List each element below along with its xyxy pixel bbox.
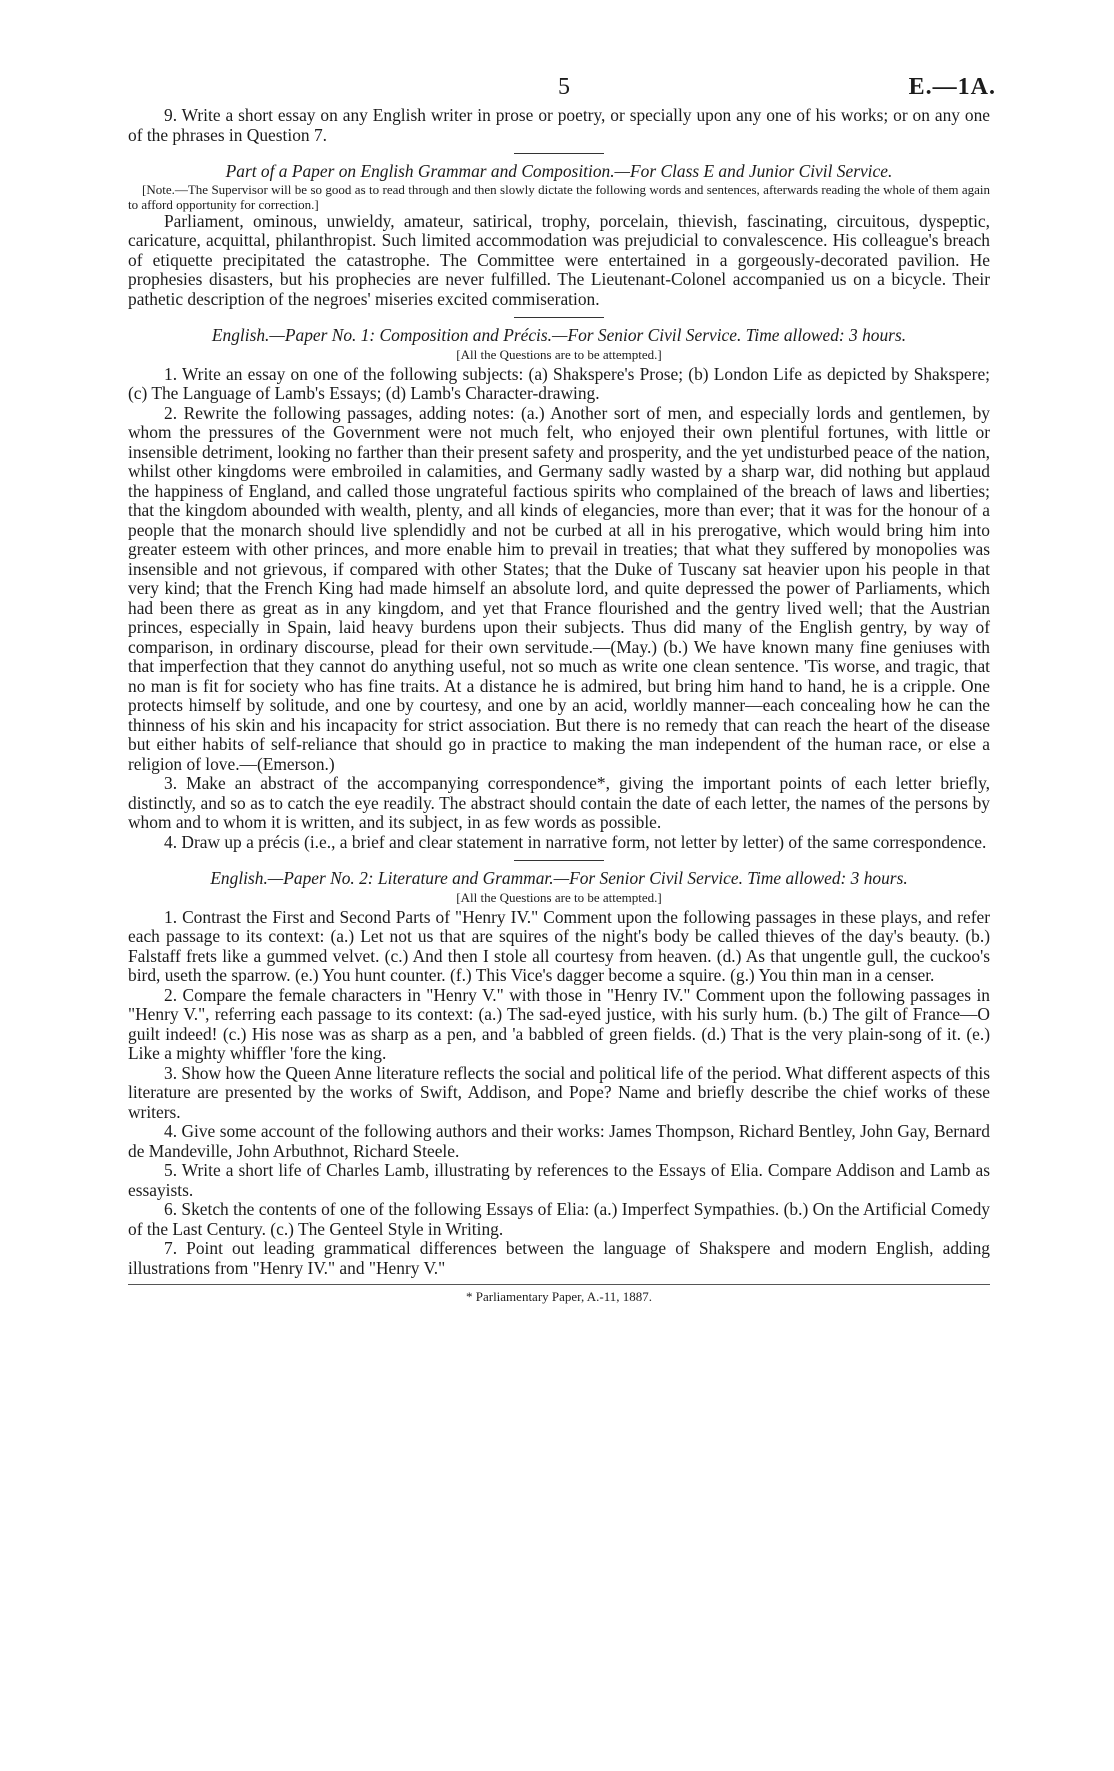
question-item: 1. Write an essay on one of the following subjects: (a) Shakspere's Prose; (b) London Life as depicted by Shakspere; (c) The Language of Lamb's Essays; (d) Lamb's Character-drawing. [128, 363, 990, 403]
page-number: 5 [558, 74, 570, 100]
document-page [128, 66, 996, 1305]
question-item: 3. Make an abstract of the accompanying correspondence*, giving the important points of each letter briefly, distinctly, and so as to catch the eye readily. The abstract should contain the date of each letter, the names of the persons by whom and to whom it is written, and its subject, in as few words as possible. [128, 773, 990, 832]
question-item: 2. Compare the female characters in "Henry V." with those in "Henry IV." Comment upon the following passages in "Henry V.", referring each passage to its context: (a.) The sad-eyed justice, with his surly hum. (b.) The gilt of France—O guilt indeed! (c.) His nose was as sharp as a pen, and 'a babbled of green fields. (d.) That is the very plain-song of it. (e.) Like a mighty whiffler 'fore the king. [128, 984, 990, 1063]
section-divider [514, 153, 604, 154]
section-divider [514, 860, 604, 861]
dictation-text: Parliament, ominous, unwieldy, amateur, satirical, trophy, porcelain, thievish, fascinating, circuitous, dyspeptic, caricature, acquittal, philanthropist. Such limited accommodation was prejudicial to convalescence. His colleague's breach of etiquette precipitated the catastrophe. The Committee were entertained in a gorgeously-decorated pavilion. He prophesies disasters, but his prophecies are never fulfilled. The Lieutenant-Colonel accompanied us on a bicycle. Their pathetic description of the negroes' miseries excited commiseration. [128, 210, 990, 309]
section-heading-paper-1: English.—Paper No. 1: Composition and Précis.—For Senior Civil Service. Time allowed: 3 hours. [211, 325, 907, 345]
footnote: * Parliamentary Paper, A.-11, 1887. [465, 1289, 652, 1304]
question-item: 3. Show how the Queen Anne literature reflects the social and political life of the period. What different aspects of this literature are presented by the works of Swift, Addison, and Pope? Name and briefly describe the chief works of these writers. [128, 1062, 990, 1122]
question-item: 7. Point out leading grammatical differences between the language of Shakspere and modern English, adding illustrations from "Henry IV." and "Henry V." [128, 1238, 990, 1278]
question-item: 4. Draw up a précis (i.e., a brief and clear statement in narrative form, not letter by letter) of the same correspondence. [164, 831, 987, 852]
instruction: [All the Questions are to be attempted.] [456, 346, 662, 362]
supervisor-note: [Note.—The Supervisor will be so good as to read through and then slowly dictate the following words and sentences, afterwards reading the whole of them again to afford opportunity for correction.] [128, 181, 990, 212]
question-item: 1. Contrast the First and Second Parts of "Henry IV." Comment upon the following passages in these plays, and refer each passage to its context: (a.) Let not us that are squires of the night's body be called thieves of the day's beauty. (b.) Falstaff frets like a gummed velvet. (c.) And then I stole all courtesy from heaven. (d.) As that ungentle gull, the cuckoo's bird, useth the sparrow. (e.) You hunt counter. (f.) This Vice's dagger become a squire. (g.) You thin man in a censer. [128, 906, 990, 985]
document-code: E.—1A. [908, 74, 996, 100]
question-item: 4. Give some account of the following authors and their works: James Thompson, Richard Bentley, John Gay, Bernard de Mandeville, John Arbuthnot, Richard Steele. [128, 1121, 990, 1161]
footnote-rule [128, 1284, 990, 1285]
section-divider [514, 317, 604, 318]
question-9: 9. Write a short essay on any English writer in prose or poetry, or specially upon any one of his works; or on any one of the phrases in Question 7. [128, 105, 990, 145]
section-heading-grammar: Part of a Paper on English Grammar and Composition.—For Class E and Junior Civil Service. [225, 161, 893, 181]
question-item: 6. Sketch the contents of one of the following Essays of Elia: (a.) Imperfect Sympathies. (b.) On the Artificial Comedy of the Last Century. (c.) The Genteel Style in Writing. [128, 1199, 990, 1239]
question-item: 2. Rewrite the following passages, adding notes: (a.) Another sort of men, and especially lords and gentlemen, by whom the pressures of the Government were not much felt, who enjoyed their own plentiful fortunes, with little or insensible detriment, looking no farther than their present safety and prosperity, and the yet undisturbed peace of the nation, whilst other kingdoms were embroiled in calamities, and Germany sadly wasted by a sharp war, did nothing but applaud the happiness of England, and called those ungrateful factious spirits who complained of the breach of laws and liberties; that the kingdom abounded with wealth, plenty, and all kinds of elegancies, more than ever; that it was for the honour of a people that the monarch should live splendidly and not be curbed at all in his prerogative, which would bring him into greater esteem with other princes, and more enable him to prevail in treaties; that what they suffered by monopolies was insensible and not grievous, if compared with other States; that the Duke of Tuscany sat heavier upon his people in that very kind; that the French King had made himself an absolute lord, and quite depressed the power of Parliaments, which had been there as great as in any kingdom, and yet that France flourished and the gentry lived well; that the Austrian princes, especially in Spain, laid heavy burdens upon their subjects. Thus did many of the English gentry, by way of comparison, in ordinary discourse, plead for their own servitude.—(May.) (b.) We have known many fine geniuses with that imperfection that they cannot do anything useful, not so much as write one clean sentence. 'Tis worse, and tragic, that no man is fit for society who has fine traits. At a distance he is admired, but bring him hand to hand, he is a cripple. One protects himself by solitude, and one by courtesy, and one by an acid, worldly manner—each concealing how he can the thinness of his skin and his incapacity for strict association. But there is no remedy that can reach the heart of the disease but either habits of self-reliance that should go in practice to making the man independent of the human race, or else a religion of love.—(Emerson.) [128, 402, 990, 774]
section-heading-paper-2: English.—Paper No. 2: Literature and Grammar.—For Senior Civil Service. Time allowed: 3 hours. [210, 868, 908, 888]
page-header [128, 66, 996, 106]
instruction: [All the Questions are to be attempted.] [456, 889, 662, 905]
question-item: 5. Write a short life of Charles Lamb, illustrating by references to the Essays of Elia. Compare Addison and Lamb as essayists. [128, 1160, 990, 1200]
